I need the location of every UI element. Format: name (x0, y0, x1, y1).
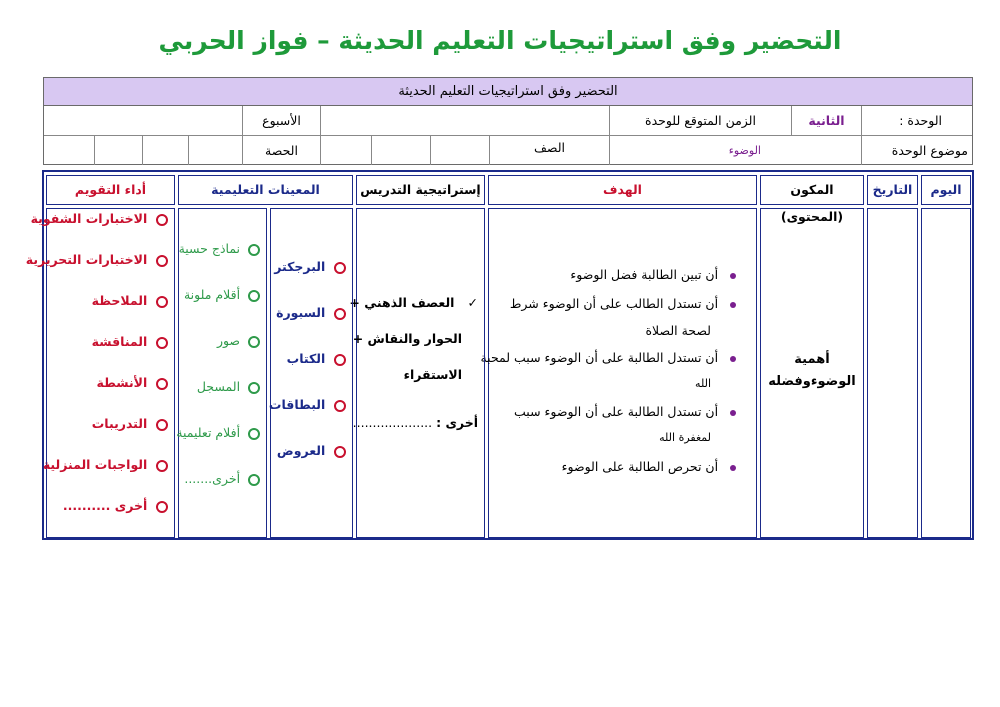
device-label: البطاقات (268, 397, 326, 412)
goal-item (510, 296, 736, 311)
material-label: أقلام ملونة (183, 287, 241, 302)
material-label: أفلام تعليمية (176, 425, 241, 440)
assessment-item[interactable] (92, 416, 168, 431)
radio-circle-icon[interactable] (334, 446, 346, 458)
period-field-2[interactable] (142, 136, 188, 165)
goal-text: أن تستدل الطالبة على أن الوضوء سبب لمحبة (480, 350, 719, 365)
device-item[interactable] (287, 351, 346, 366)
assessment-label: الأنشطة (96, 375, 148, 390)
col-header-strategy: إستراتيجية التدريس (356, 175, 485, 205)
radio-circle-icon[interactable] (248, 336, 260, 348)
strategy-line-3: الاستقراء (403, 367, 462, 382)
assessment-item[interactable] (97, 375, 168, 390)
col-header-date: التاريخ (867, 175, 918, 205)
topic-label-cell (861, 136, 972, 165)
period-label: الحصة (242, 136, 320, 165)
topic-label: موضوع الوحدة (891, 143, 968, 158)
goal-text-cont: الله (695, 377, 711, 390)
goal-text: أن تحرص الطالبة على الوضوء (561, 459, 719, 474)
radio-circle-icon[interactable] (248, 244, 260, 256)
assessment-item[interactable] (26, 252, 168, 267)
table-banner: التحضير وفق استراتيجيات التعليم الحديثة (44, 78, 972, 106)
col-header-goal: الهدف (488, 175, 757, 205)
radio-circle-icon[interactable] (156, 296, 168, 308)
other-dots: .................... (352, 415, 433, 430)
topic-value[interactable]: الوضوء (609, 136, 861, 165)
class-field-1[interactable] (430, 136, 489, 165)
assessment-item[interactable] (92, 293, 168, 308)
assessment-label: الملاحظة (91, 293, 148, 308)
radio-circle-icon[interactable] (156, 460, 168, 472)
assessment-item[interactable] (63, 498, 168, 513)
bullet-icon (730, 356, 736, 362)
assessment-item[interactable] (92, 334, 168, 349)
class-label: الصف (489, 136, 609, 165)
radio-circle-icon[interactable] (156, 501, 168, 513)
radio-circle-icon[interactable] (248, 474, 260, 486)
aids-devices-cell (270, 208, 353, 538)
content-line-1: أهمية (794, 352, 830, 367)
goal-text: أن تبين الطالبة فضل الوضوء (570, 267, 719, 282)
radio-circle-icon[interactable] (156, 419, 168, 431)
day-cell[interactable] (921, 208, 971, 538)
content-text (761, 349, 863, 393)
assessment-label: المناقشة (91, 334, 148, 349)
radio-circle-icon[interactable] (334, 354, 346, 366)
device-label: السبورة (276, 305, 326, 320)
unit-value[interactable]: الثانية (791, 106, 861, 135)
strategy-other[interactable] (353, 415, 478, 430)
radio-circle-icon[interactable] (248, 428, 260, 440)
col-header-day: اليوم (921, 175, 971, 205)
goal-item (514, 404, 736, 419)
material-label: نماذج حسية (178, 241, 241, 256)
assessment-label: الواجبات المنزلية (42, 457, 148, 472)
lesson-plan-grid (25, 170, 974, 540)
bullet-icon (730, 302, 736, 308)
device-label: الكتاب (286, 351, 326, 366)
bullet-icon (730, 273, 736, 279)
radio-circle-icon[interactable] (248, 290, 260, 302)
material-item[interactable] (217, 333, 260, 348)
content-cell (760, 208, 864, 538)
time-value-field[interactable] (320, 106, 609, 135)
radio-circle-icon[interactable] (248, 382, 260, 394)
goal-text: أن تستدل الطالب على أن الوضوء شرط (509, 296, 719, 311)
radio-circle-icon[interactable] (334, 262, 346, 274)
page-title: التحضير وفق استراتيجيات التعليم الحديثة – فواز الحربي (158, 26, 842, 55)
radio-circle-icon[interactable] (334, 308, 346, 320)
material-item[interactable] (179, 241, 260, 256)
strategy-cell (349, 208, 485, 538)
radio-circle-icon[interactable] (156, 214, 168, 226)
aids-materials-cell (178, 208, 267, 538)
material-label: صور (216, 333, 241, 348)
check-icon: ✓ (467, 295, 478, 310)
goal-item (570, 267, 736, 282)
goals-cell (480, 208, 757, 538)
device-label: العروض (276, 443, 326, 458)
goal-text: أن تستدل الطالبة على أن الوضوء سبب (514, 404, 719, 419)
radio-circle-icon[interactable] (156, 337, 168, 349)
other-label: أخرى : (436, 415, 478, 430)
date-cell[interactable] (867, 208, 918, 538)
assessment-label: الاختبارات التحريرية (25, 252, 148, 267)
radio-circle-icon[interactable] (156, 378, 168, 390)
strategy-text: العصف الذهني + (349, 295, 455, 310)
bullet-icon (730, 465, 736, 471)
goal-text-cont: لمغفرة الله (659, 431, 711, 444)
col-header-content: المكون (المحتوى) (760, 175, 864, 205)
assessment-label: الاختبارات الشفوية (30, 211, 148, 226)
device-item[interactable] (277, 443, 346, 458)
class-field-3[interactable] (320, 136, 371, 165)
device-label: البرجكتر (274, 259, 326, 274)
time-label: الزمن المتوقع للوحدة (609, 106, 791, 135)
bullet-icon (730, 410, 736, 416)
assessment-label: التدريبات (91, 416, 148, 431)
week-value-field[interactable] (44, 106, 242, 135)
goal-item (480, 350, 736, 365)
radio-circle-icon[interactable] (334, 400, 346, 412)
unit-label-cell (861, 106, 972, 135)
assessment-label: أخرى .......... (62, 498, 148, 513)
assessment-item[interactable] (43, 457, 168, 472)
period-field-3[interactable] (94, 136, 142, 165)
radio-circle-icon[interactable] (156, 255, 168, 267)
material-item[interactable] (197, 379, 260, 394)
period-field-1[interactable] (188, 136, 242, 165)
device-item[interactable] (269, 397, 346, 412)
assessment-cell (25, 208, 175, 538)
content-line-2: الوضوءوفضله (768, 374, 856, 389)
class-field-2[interactable] (371, 136, 430, 165)
col-header-aids: المعينات التعليمية (178, 175, 353, 205)
material-item[interactable] (176, 425, 260, 440)
goal-text-cont: لصحة الصلاة (645, 323, 711, 338)
strategy-line-1 (349, 295, 478, 310)
material-item[interactable] (184, 471, 260, 486)
assessment-item[interactable] (31, 211, 168, 226)
col-header-assessment: أداء التقويم (46, 175, 175, 205)
strategy-line-2: الحوار والنقاش + (352, 331, 462, 346)
week-label: الأسبوع (242, 106, 320, 135)
lesson-info-table (43, 77, 973, 165)
unit-label: الوحدة : (899, 113, 942, 128)
goal-item (562, 459, 736, 474)
material-item[interactable] (184, 287, 260, 302)
period-field-4[interactable] (44, 136, 94, 165)
device-item[interactable] (276, 305, 346, 320)
material-label: أخرى....... (184, 471, 241, 486)
material-label: المسجل (196, 379, 241, 394)
device-item[interactable] (274, 259, 346, 274)
